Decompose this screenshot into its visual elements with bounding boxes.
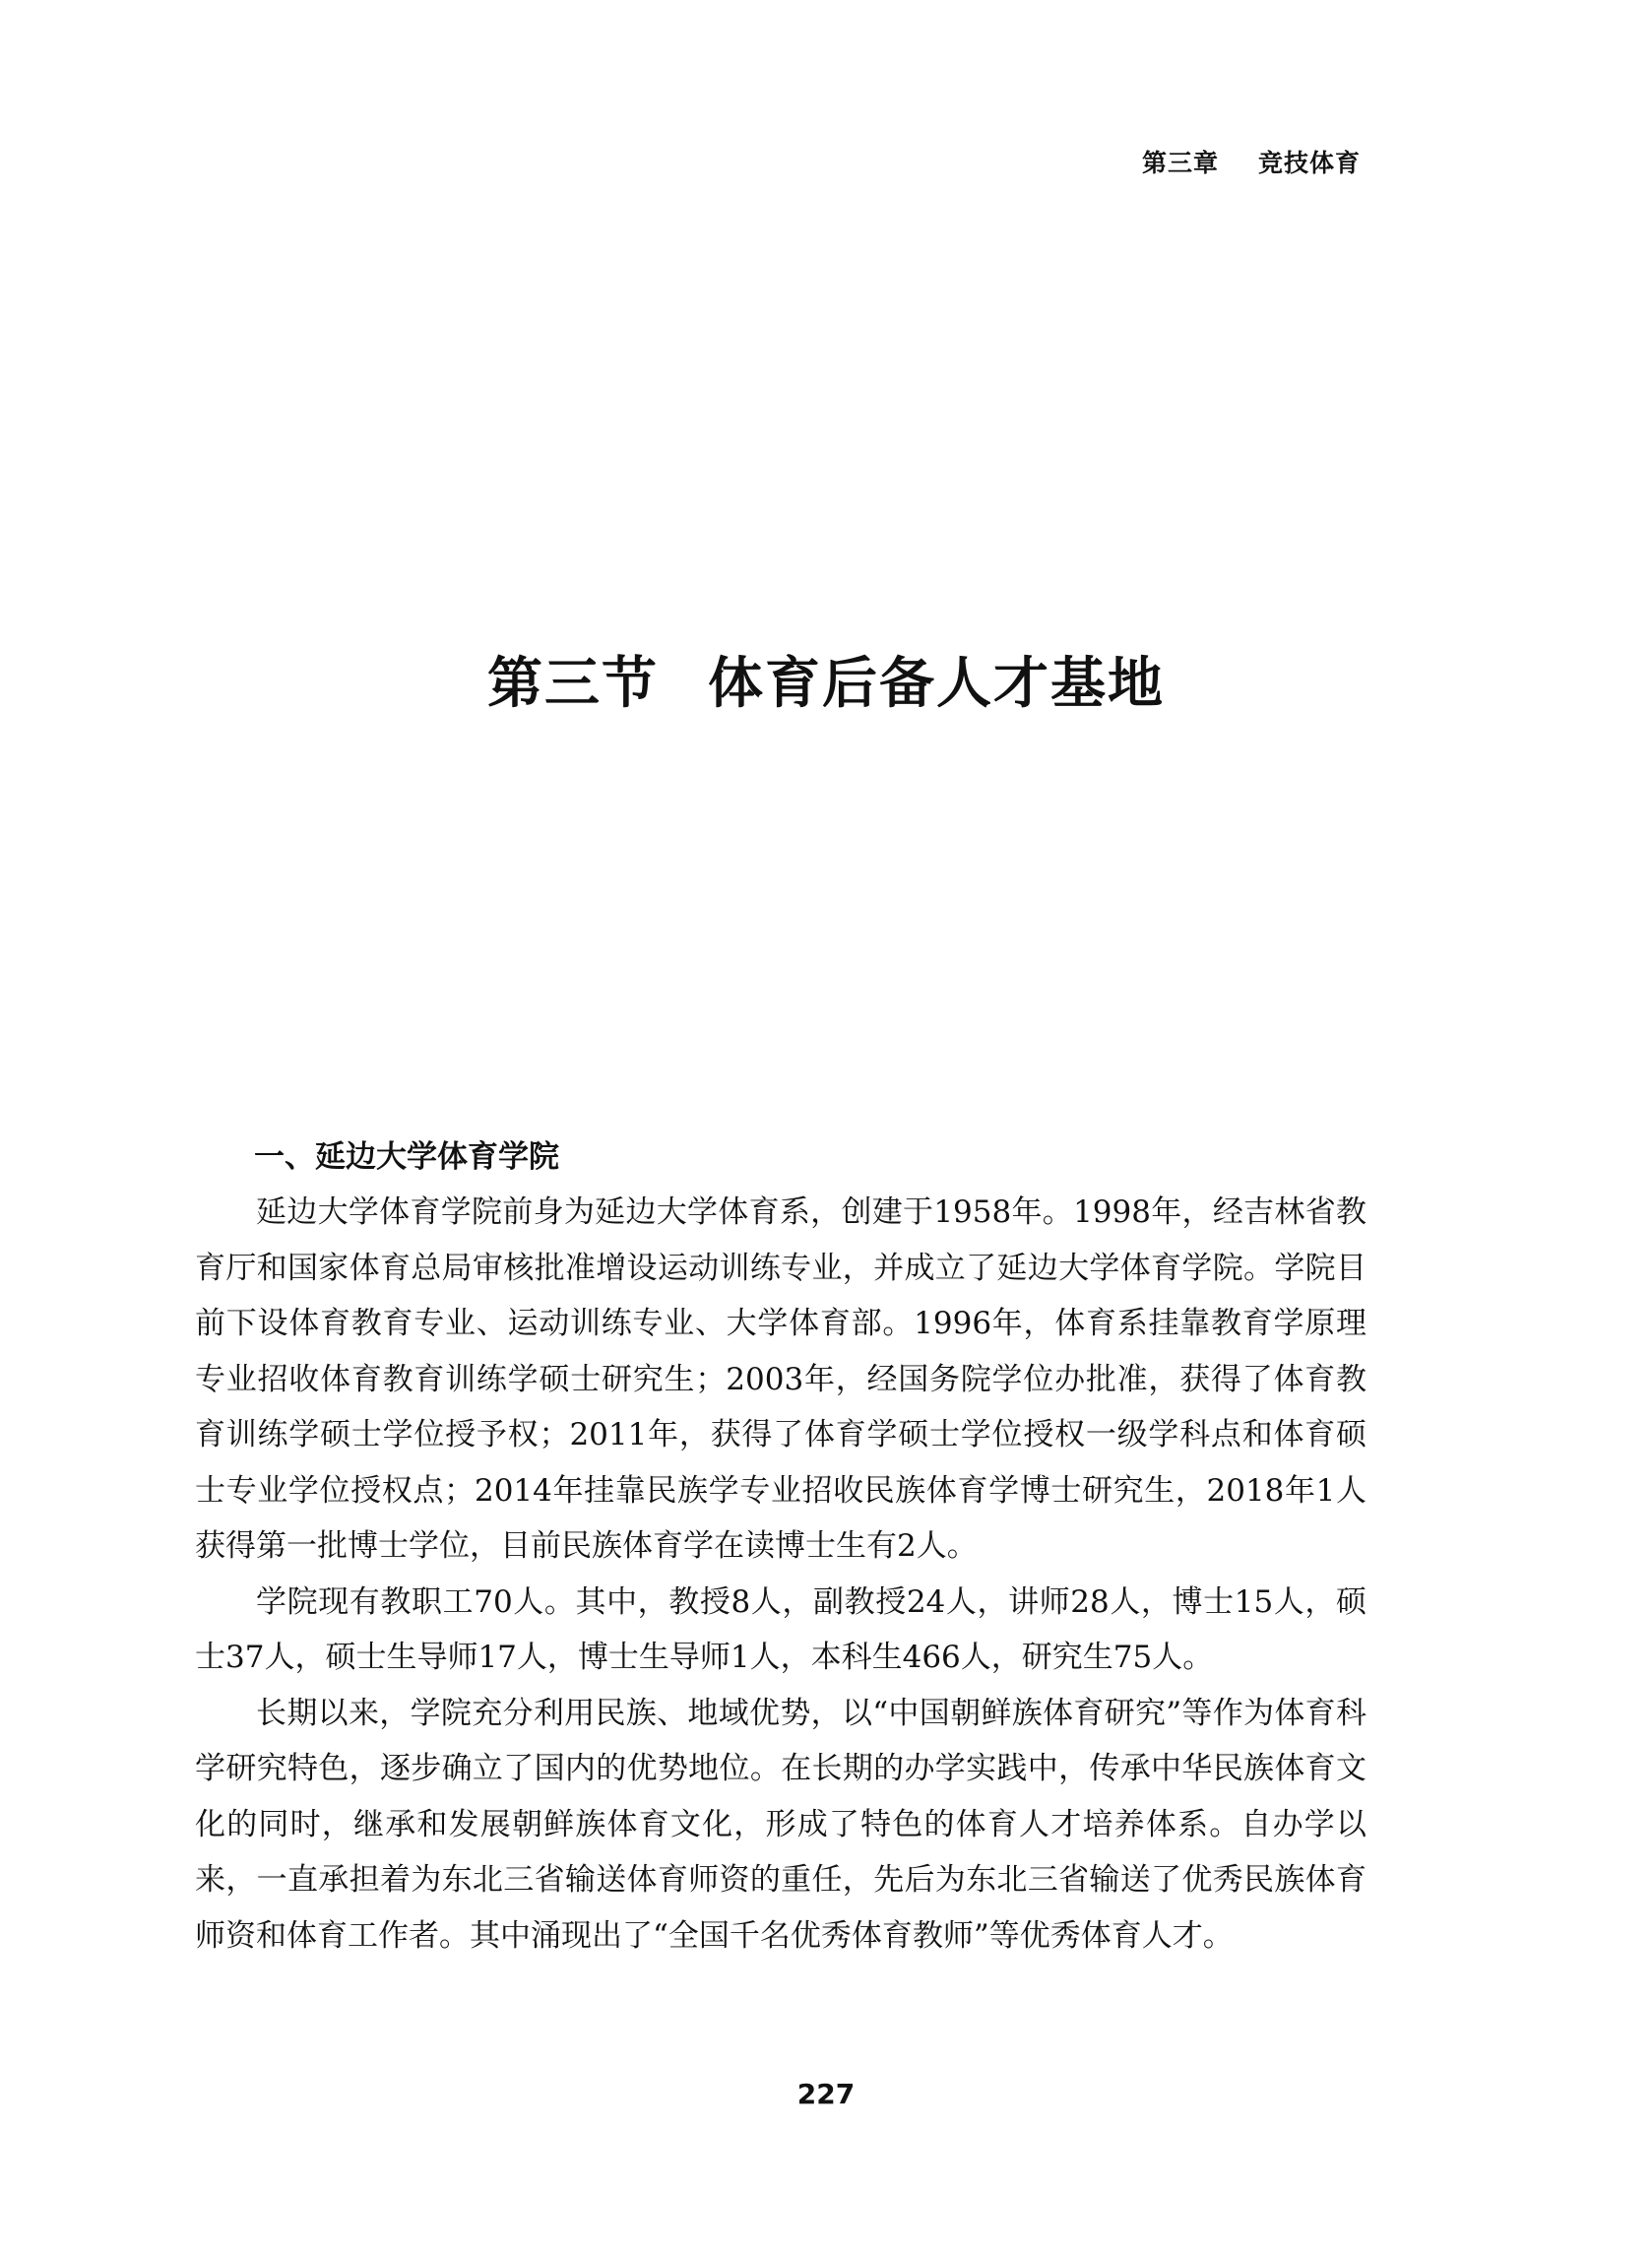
- paragraph-1: 延边大学体育学院前身为延边大学体育系，创建于1958年。1998年，经吉林省教育厅和国家体育总局审核批准增设运动训练专业，并成立了延边大学体育学院。学院目前下设体育教育专业、运动训练专业、大学体育部。1996年，体育系挂靠教育学原理专业招收体育教育训练学硕士研究生；2003年，经国务院学位办批准，获得了体育教育训练学硕士学位授予权；2011年，获得了体育学硕士学位授权一级学科点和体育硕士专业学位授权点；2014年挂靠民族学专业招收民族体育学博士研究生，2018年1人获得第一批博士学位，目前民族体育学在读博士生有2人。: [195, 1194, 1366, 1564]
- chapter-number: 第三章: [1141, 149, 1219, 177]
- section-number: 第三节: [487, 651, 659, 716]
- running-header: [1142, 144, 1361, 179]
- page-number: 227: [796, 2078, 856, 2110]
- subsection-heading: 一、延边大学体育学院: [254, 1139, 559, 1175]
- section-title: [0, 640, 1652, 719]
- body-content: [195, 1129, 1366, 1964]
- section-title-text: 体育后备人才基地: [708, 651, 1165, 716]
- paragraph-2: 学院现有教职工70人。其中，教授8人，副教授24人，讲师28人，博士15人，硕士37人，硕士生导师17人，博士生导师1人，本科生466人，研究生75人。: [195, 1583, 1366, 1675]
- paragraph-3: 长期以来，学院充分利用民族、地域优势，以“中国朝鲜族体育研究”等作为体育科学研究特色，逐步确立了国内的优势地位。在长期的办学实践中，传承中华民族体育文化的同时，继承和发展朝鲜族体育文化，形成了特色的体育人才培养体系。自办学以来，一直承担着为东北三省输送体育师资的重任，先后为东北三省输送了优秀民族体育师资和体育工作者。其中涌现出了“全国千名优秀体育教师”等优秀体育人才。: [195, 1695, 1366, 1954]
- chapter-title: 竞技体育: [1257, 149, 1361, 177]
